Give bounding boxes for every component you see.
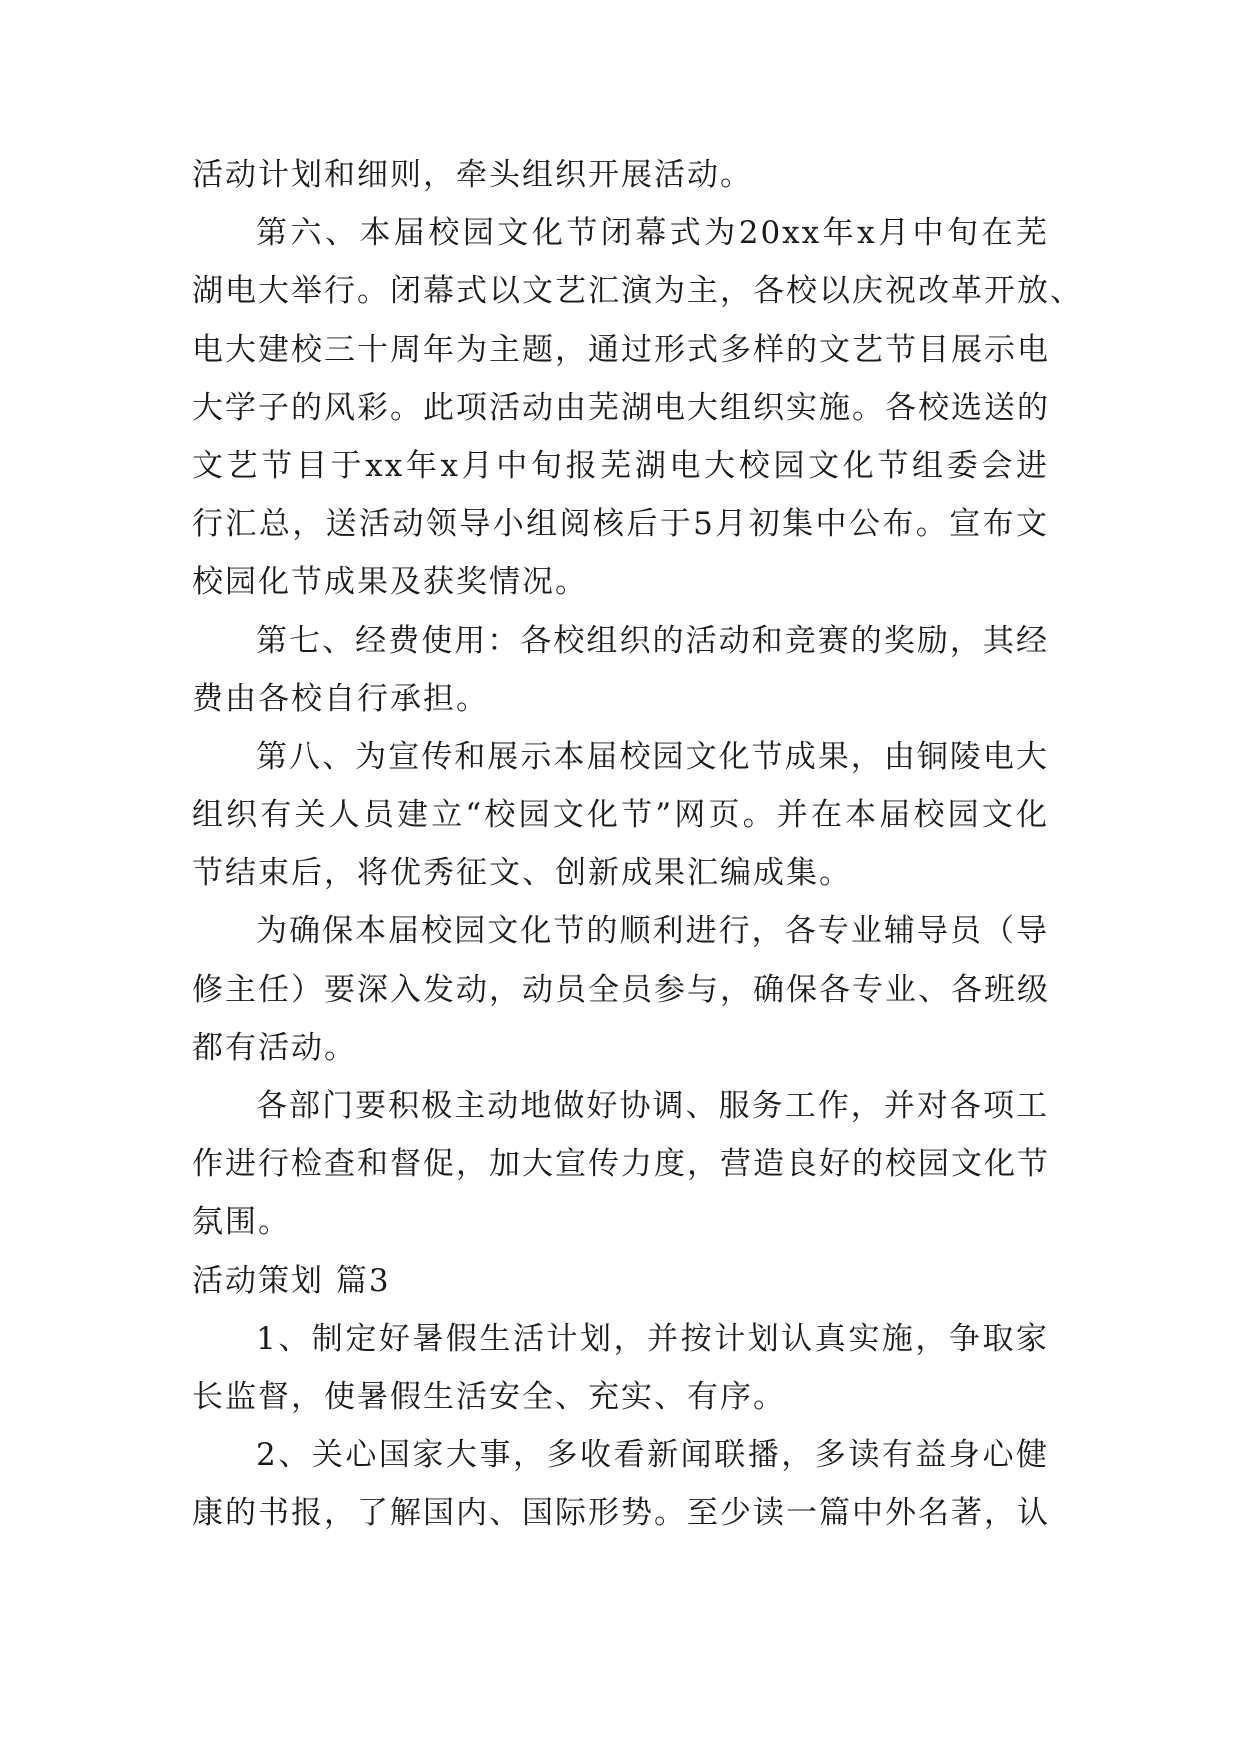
text-line: 1、制定好暑假生活计划，并按计划认真实施，争取家 — [256, 1320, 1049, 1357]
document-body — [192, 146, 1083, 1543]
text-line: 康的书报，了解国内、国际形势。至少读一篇中外名著，认 — [192, 1495, 1050, 1532]
text-line: 大学子的风彩。此项活动由芜湖电大组织实施。各校选送的 — [192, 389, 1050, 426]
text-line: 活动计划和细则，牵头组织开展活动。 — [192, 157, 753, 193]
text-line: 长监督，使暑假生活安全、充实、有序。 — [192, 1378, 786, 1415]
text-line: 修主任）要深入发动，动员全员参与，确保各专业、各班级 — [192, 971, 1050, 1008]
text-line: 湖电大举行。闭幕式以文艺汇演为主，各校以庆祝改革开放、 — [192, 273, 1083, 310]
text-line: 文艺节目于xx年x月中旬报芜湖电大校园文化节组委会进 — [192, 447, 1049, 484]
text-line: 第八、为宣传和展示本届校园文化节成果，由铜陵电大 — [256, 738, 1049, 775]
text-line: 组织有关人员建立“校园文化节”网页。并在本届校园文化 — [192, 797, 1049, 834]
text-line: 节结束后，将优秀征文、创新成果汇编成集。 — [192, 855, 852, 892]
text-line: 各部门要积极主动地做好协调、服务工作，并对各项工 — [256, 1088, 1049, 1124]
text-line: 校园化节成果及获奖情况。 — [192, 564, 588, 601]
text-line: 费由各校自行承担。 — [192, 680, 489, 717]
section-heading: 活动策划 篇3 — [192, 1262, 391, 1299]
text-line: 第七、经费使用：各校组织的活动和竞赛的奖励，其经 — [256, 622, 1049, 659]
text-line: 氛围。 — [192, 1204, 291, 1241]
text-line: 2、关心国家大事，多收看新闻联播，多读有益身心健 — [256, 1437, 1049, 1474]
text-line: 行汇总，送活动领导小组阅核后于5月初集中公布。宣布文 — [192, 506, 1049, 543]
text-line: 为确保本届校园文化节的顺利进行，各专业辅导员（导 — [256, 913, 1049, 950]
text-line: 电大建校三十周年为主题，通过形式多样的文艺节目展示电 — [192, 331, 1050, 368]
text-line: 作进行检查和督促，加大宣传力度，营造良好的校园文化节 — [192, 1146, 1050, 1183]
text-line: 第六、本届校园文化节闭幕式为20xx年x月中旬在芜 — [256, 215, 1049, 252]
text-line: 都有活动。 — [192, 1029, 357, 1066]
